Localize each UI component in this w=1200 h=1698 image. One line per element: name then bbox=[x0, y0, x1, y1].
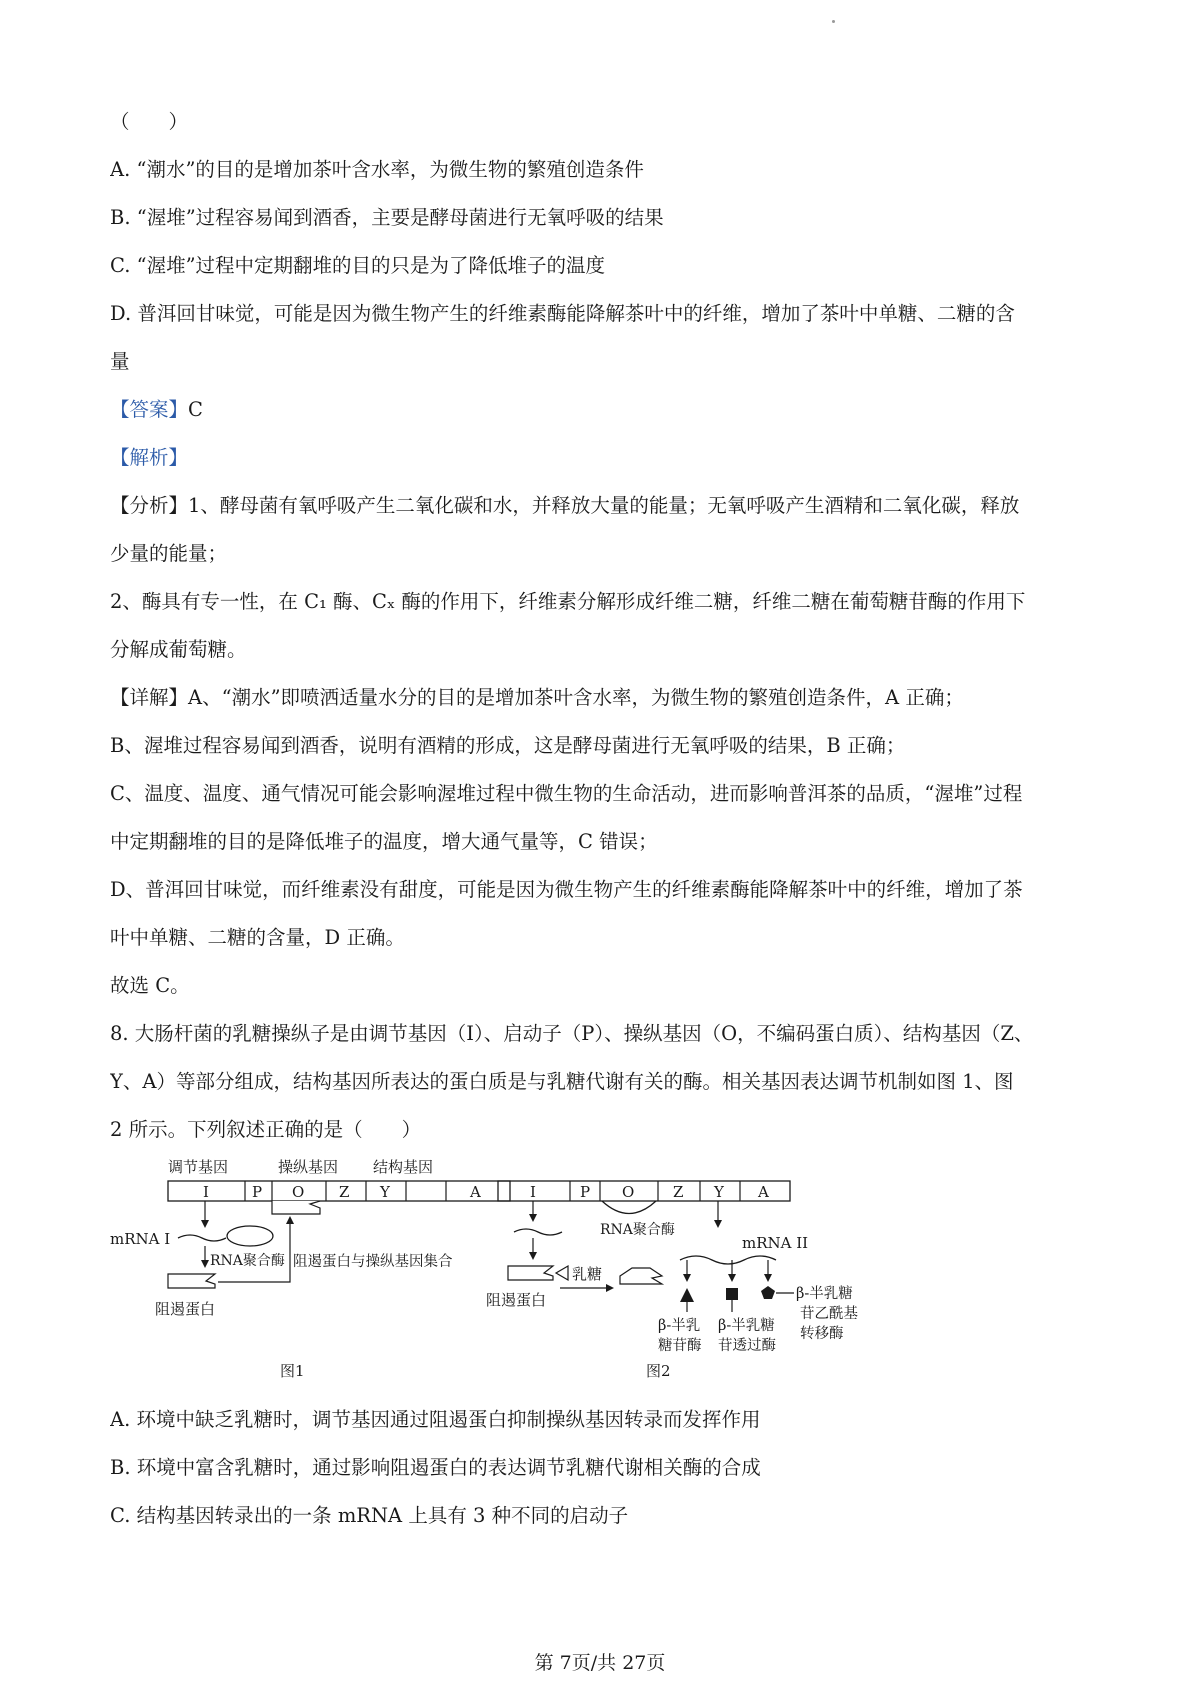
answer-tag: 【答案】 bbox=[110, 398, 189, 421]
fig1-repressor-shape bbox=[168, 1274, 215, 1288]
fenxi-line-4: 分解成葡萄糖。 bbox=[110, 638, 247, 661]
xiangjie-line-3: C、温度、温度、通气情况可能会影响渥堆过程中微生物的生命活动，进而影响普洱茶的品质，“渥堆”过程 bbox=[110, 782, 1023, 805]
fenxi-line-1 bbox=[110, 482, 1100, 530]
fig1-gene-i: I bbox=[203, 1183, 209, 1201]
fig2-mrna-label: mRNA II bbox=[742, 1234, 809, 1252]
xiangjie-line-5: D、普洱回甘味觉，而纤维素没有甜度，可能是因为微生物产生的纤维素酶能降解茶叶中的纤维，增加了茶 bbox=[110, 878, 1023, 901]
enzyme2-symbol bbox=[726, 1288, 738, 1300]
xiangjie-conclusion: 故选 C。 bbox=[110, 974, 190, 997]
fenxi-tag: 【分析】 bbox=[110, 494, 189, 517]
q8-stem-2: Y、A）等部分组成，结构基因所表达的蛋白质是与乳糖代谢有关的酶。相关基因表达调节机制如图 1、图 bbox=[110, 1070, 1014, 1093]
fig2-gene-bar bbox=[498, 1181, 790, 1201]
enzyme2-label-1: β-半乳糖 bbox=[718, 1318, 775, 1334]
fig1-header-regulatory: 调节基因 bbox=[168, 1158, 229, 1176]
enzyme3-symbol bbox=[761, 1286, 775, 1299]
fig1-repressor-bind-label: 阻遏蛋白与操纵基因集合 bbox=[293, 1254, 453, 1270]
q8-option-a: A. 环境中缺乏乳糖时，调节基因通过阻遏蛋白抑制操纵基因转录而发挥作用 bbox=[110, 1408, 761, 1431]
fenxi-line-2: 少量的能量； bbox=[110, 542, 228, 565]
q7-option-d-cont: 量 bbox=[110, 350, 130, 373]
fenxi-line-3: 2、酶具有专一性，在 C₁ 酶、Cₓ 酶的作用下，纤维素分解形成纤维二糖，纤维二糖在葡萄糖苷酶的作用下 bbox=[110, 590, 1026, 613]
enzyme3-label-2: 苷乙酰基 bbox=[800, 1306, 858, 1322]
fig1-gene-o: O bbox=[292, 1183, 305, 1201]
fig1-mrna-label: mRNA I bbox=[110, 1230, 171, 1248]
figure-1 bbox=[110, 1158, 510, 1380]
enzyme3-label-1: β-半乳糖 bbox=[796, 1286, 853, 1302]
fig1-gene-a: A bbox=[470, 1183, 481, 1201]
enzyme1-label-2: 糖苷酶 bbox=[658, 1338, 702, 1354]
fenxi-text-1: 1、酵母菌有氧呼吸产生二氧化碳和水，并释放大量的能量；无氧呼吸产生酒精和二氧化碳，释放 bbox=[188, 494, 1020, 517]
xiangjie-text-1: A、“潮水”即喷洒适量水分的目的是增加茶叶含水率，为微生物的繁殖创造条件，A 正确； bbox=[188, 686, 964, 709]
fig2-gene-a: A bbox=[758, 1183, 769, 1201]
q7-option-b: B. “渥堆”过程容易闻到酒香，主要是酵母菌进行无氧呼吸的结果 bbox=[110, 206, 664, 229]
enzyme3-label-3: 转移酶 bbox=[800, 1326, 844, 1342]
fig1-rna-polymerase bbox=[227, 1226, 273, 1246]
answer-value: C bbox=[188, 398, 203, 421]
fig2-repressor-shape bbox=[508, 1266, 553, 1280]
q7-option-a: A. “潮水”的目的是增加茶叶含水率，为微生物的繁殖创造条件 bbox=[110, 158, 644, 181]
fig1-header-operator: 操纵基因 bbox=[278, 1158, 339, 1176]
fig2-mrna-ii bbox=[680, 1256, 776, 1264]
xiangjie-line-1 bbox=[110, 674, 1100, 722]
fig2-gene-z: Z bbox=[673, 1183, 684, 1201]
enzyme1-symbol bbox=[680, 1288, 694, 1302]
fig1-gene-y: Y bbox=[380, 1183, 390, 1201]
xiangjie-tag: 【详解】 bbox=[110, 686, 189, 709]
q7-option-d: D. 普洱回甘味觉，可能是因为微生物产生的纤维素酶能降解茶叶中的纤维，增加了茶叶中单糖、二糖的含 bbox=[110, 302, 1015, 325]
fig1-gene-z: Z bbox=[339, 1183, 350, 1201]
fig2-inactive-repressor bbox=[620, 1268, 662, 1284]
fig1-mrna-strand bbox=[178, 1235, 226, 1241]
q7-option-c: C. “渥堆”过程中定期翻堆的目的只是为了降低堆子的温度 bbox=[110, 254, 606, 277]
fig2-rna-pol-label: RNA聚合酶 bbox=[600, 1222, 675, 1238]
lac-operon-figure bbox=[110, 1148, 970, 1390]
fig1-gene-p: P bbox=[252, 1183, 263, 1201]
fig2-caption: 图2 bbox=[646, 1362, 671, 1380]
fig2-gene-y: Y bbox=[714, 1183, 724, 1201]
fig2-mrna-i bbox=[514, 1229, 562, 1235]
fig2-lactose-label: 乳糖 bbox=[572, 1265, 603, 1283]
xiangjie-line-4: 中定期翻堆的目的是降低堆子的温度，增大通气量等，C 错误； bbox=[110, 830, 658, 853]
fig2-lactose-shape bbox=[556, 1266, 568, 1280]
q8-stem-3: 2 所示。下列叙述正确的是（ ） bbox=[110, 1118, 422, 1141]
fig2-repressor-label: 阻遏蛋白 bbox=[486, 1291, 547, 1309]
fig1-rna-pol-label: RNA聚合酶 bbox=[210, 1253, 285, 1269]
fig1-repressor-label: 阻遏蛋白 bbox=[155, 1300, 216, 1318]
fig2-rna-polymerase bbox=[602, 1201, 656, 1214]
answer-line bbox=[110, 386, 1100, 434]
enzyme1-label-1: β-半乳 bbox=[658, 1318, 701, 1334]
scan-dot bbox=[832, 20, 835, 23]
fig2-gene-p: P bbox=[580, 1183, 591, 1201]
xiangjie-line-2: B、渥堆过程容易闻到酒香，说明有酒精的形成，这是酵母菌进行无氧呼吸的结果，B 正确； bbox=[110, 734, 906, 757]
figure-2 bbox=[486, 1181, 858, 1380]
fig1-caption: 图1 bbox=[280, 1362, 305, 1380]
q8-stem-1: 8. 大肠杆菌的乳糖操纵子是由调节基因（I）、启动子（P）、操纵基因（O，不编码蛋白质）、结构基因（Z、 bbox=[110, 1022, 1034, 1045]
question-bracket: （ ） bbox=[110, 110, 189, 133]
enzyme2-label-2: 苷透过酶 bbox=[718, 1338, 776, 1354]
q8-option-b: B. 环境中富含乳糖时，通过影响阻遏蛋白的表达调节乳糖代谢相关酶的合成 bbox=[110, 1456, 761, 1479]
fig1-header-structural: 结构基因 bbox=[373, 1158, 434, 1176]
main-text bbox=[110, 98, 1100, 1154]
analysis-line bbox=[110, 434, 1100, 482]
page-footer: 第 7页/共 27页 bbox=[534, 1652, 666, 1674]
fig2-gene-i: I bbox=[530, 1183, 536, 1201]
q8-options bbox=[110, 1396, 1100, 1540]
analysis-tag: 【解析】 bbox=[110, 446, 189, 469]
q8-option-c: C. 结构基因转录出的一条 mRNA 上具有 3 种不同的启动子 bbox=[110, 1504, 629, 1527]
xiangjie-line-6: 叶中单糖、二糖的含量，D 正确。 bbox=[110, 926, 405, 949]
fig2-gene-o: O bbox=[622, 1183, 635, 1201]
fig1-bound-repressor bbox=[272, 1201, 320, 1214]
